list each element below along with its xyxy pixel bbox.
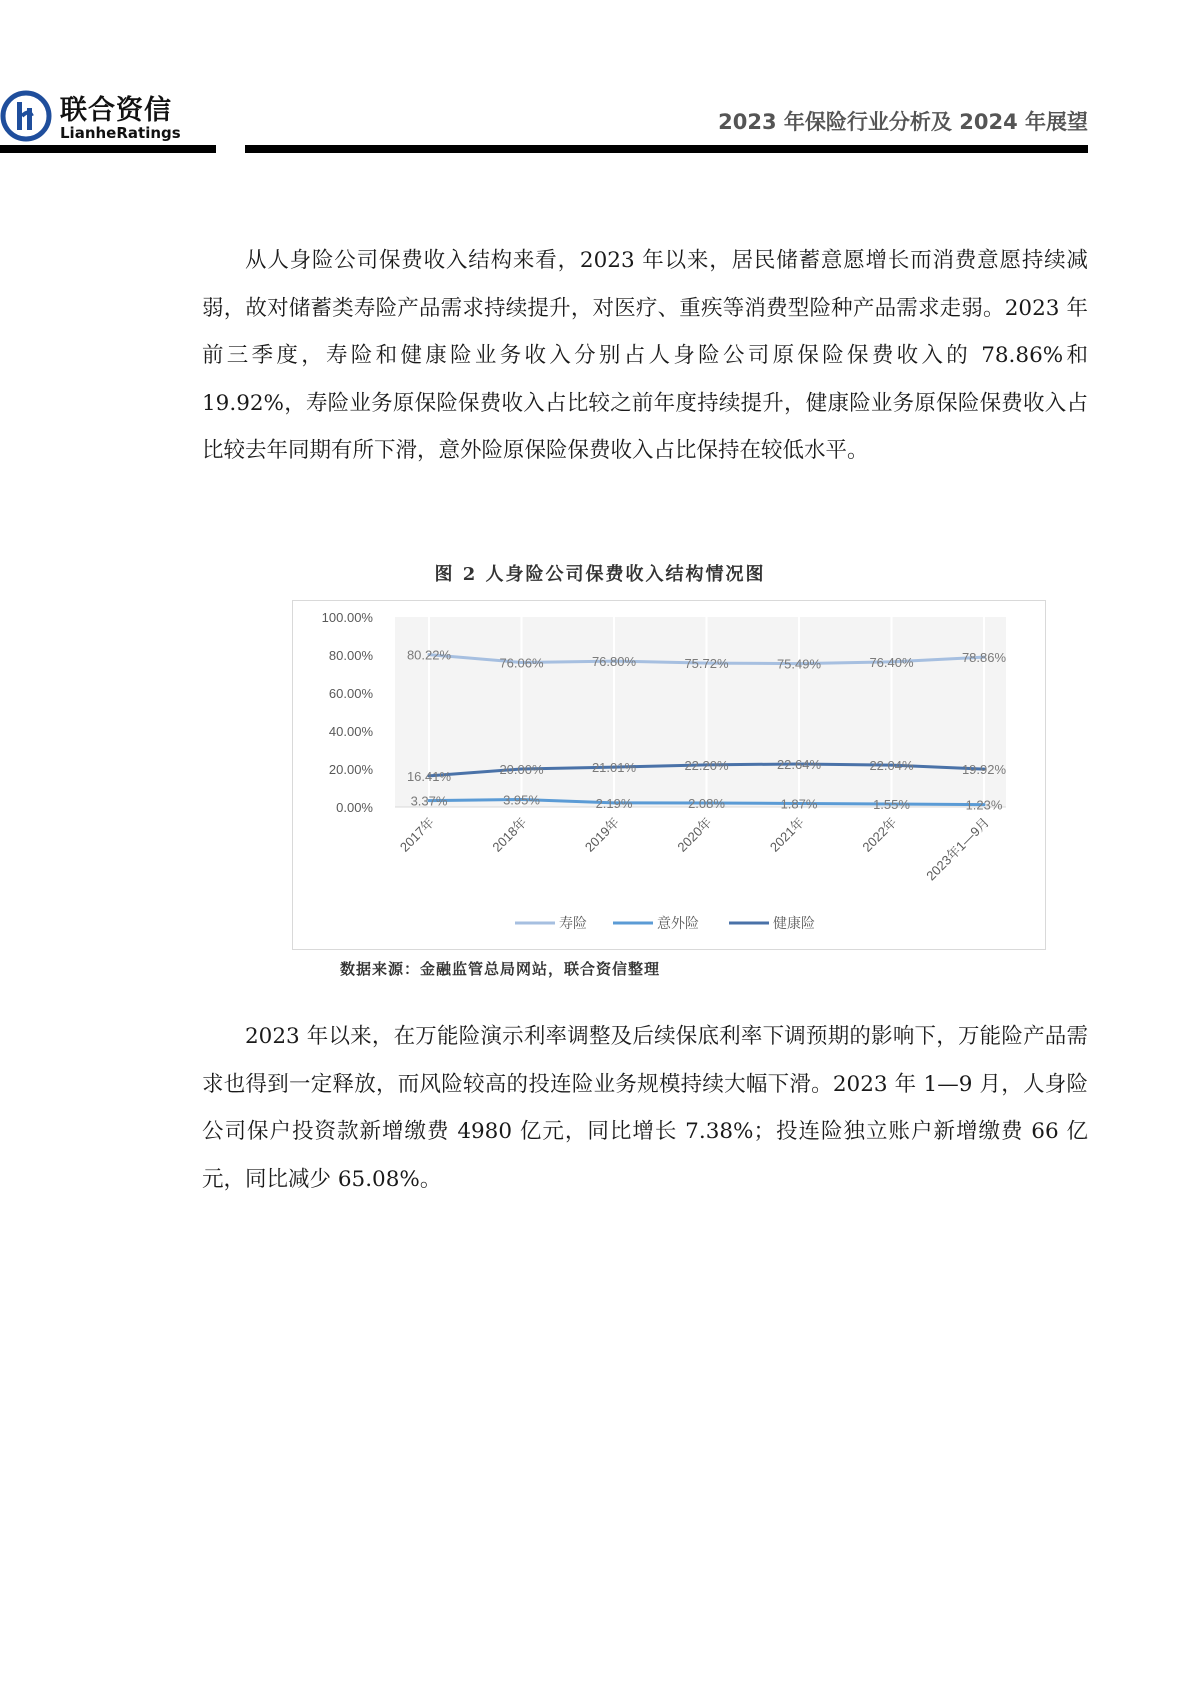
- y-tick-label: 20.00%: [328, 762, 373, 777]
- series-2-data-label: 3.95%: [503, 792, 540, 808]
- series-2-data-label: 1.87%: [780, 796, 818, 812]
- series-3-data-label: 21.01%: [591, 760, 637, 776]
- figure-title: 图 2 人身险公司保费收入结构情况图: [434, 564, 766, 585]
- figure-source: 数据来源：金融监管总局网站，联合资信整理: [340, 960, 661, 978]
- legend-label-1: 寿险: [559, 916, 587, 932]
- legend-label-3: 健康险: [773, 916, 815, 932]
- series-2-data-label: 3.37%: [410, 793, 448, 809]
- series-2-data-label: 1.55%: [873, 797, 910, 813]
- paragraph-universal-life: 2023 年以来，在万能险演示利率调整及后续保底利率下调预期的影响下，万能险产品需求也得到一定释放，而风险较高的投连险业务规模持续大幅下滑。2023 年 1—9 月，人身险公司保户投资款新增缴费 4980 亿元，同比增长 7.38%；投连险独立账户新增缴费 66 亿元，同比减少 65.08%。: [202, 1024, 1088, 1192]
- premium-structure-chart: [292, 600, 1046, 950]
- x-tick-label: 2017年: [396, 814, 438, 855]
- header-rule-right: [245, 145, 1088, 153]
- plot-area: [395, 617, 1006, 807]
- lianhe-logo-icon: [0, 90, 52, 142]
- series-3-data-label: 19.92%: [961, 762, 1007, 778]
- y-tick-label: 100.00%: [321, 610, 373, 625]
- x-tick-label: 2018年: [489, 814, 530, 855]
- x-tick-label: 2022年: [859, 814, 900, 855]
- x-tick-label: 2023年1—9月: [923, 814, 993, 884]
- series-1-data-label: 76.06%: [499, 655, 544, 671]
- series-3-data-label: 22.64%: [776, 756, 822, 772]
- series-2-data-label: 2.08%: [688, 796, 725, 812]
- series-1-data-label: 75.49%: [776, 656, 822, 672]
- y-tick-label: 60.00%: [328, 686, 373, 701]
- series-3-data-label: 16.41%: [406, 768, 452, 784]
- logo-chinese-name: 联合资信: [60, 95, 172, 126]
- series-1-data-label: 80.22%: [406, 647, 452, 663]
- report-title: 2023 年保险行业分析及 2024 年展望: [718, 110, 1088, 134]
- y-tick-label: 80.00%: [328, 648, 373, 663]
- series-1-data-label: 76.40%: [869, 654, 914, 670]
- x-tick-label: 2019年: [581, 814, 623, 855]
- series-2-data-label: 2.19%: [595, 795, 633, 811]
- legend-label-2: 意外险: [657, 916, 699, 932]
- series-1-data-label: 78.86%: [961, 650, 1007, 666]
- logo-english-name: LianheRatings: [60, 124, 181, 142]
- series-2-data-label: 1.23%: [965, 797, 1003, 813]
- paragraph-structure: 从人身险公司保费收入结构来看，2023 年以来，居民储蓄意愿增长而消费意愿持续减弱，故对储蓄类寿险产品需求持续提升，对医疗、重疾等消费型险种产品需求走弱。2023 年前三季度，寿险和健康险业务收入分别占人身险公司原保险保费收入的 78.86%和 19.92%，寿险业务原保险保费收入占比较之前年度持续提升，健康险业务原保险保费收入占比较去年同期有所下滑，意外险原保险保费收入占比保持在较低水平。: [202, 248, 1088, 463]
- header-rule-left: [0, 145, 216, 153]
- series-3-data-label: 22.20%: [684, 757, 729, 773]
- y-tick-label: 0.00%: [336, 800, 373, 815]
- x-tick-label: 2020年: [674, 814, 715, 855]
- series-1-data-label: 75.72%: [684, 656, 729, 672]
- x-tick-label: 2021年: [766, 814, 808, 855]
- series-1-data-label: 76.80%: [591, 654, 637, 670]
- chart-canvas: [293, 601, 1045, 949]
- lianhe-logo: [0, 88, 200, 146]
- y-tick-label: 40.00%: [328, 724, 373, 739]
- series-3-data-label: 22.04%: [869, 758, 914, 774]
- series-3-data-label: 20.00%: [499, 762, 544, 777]
